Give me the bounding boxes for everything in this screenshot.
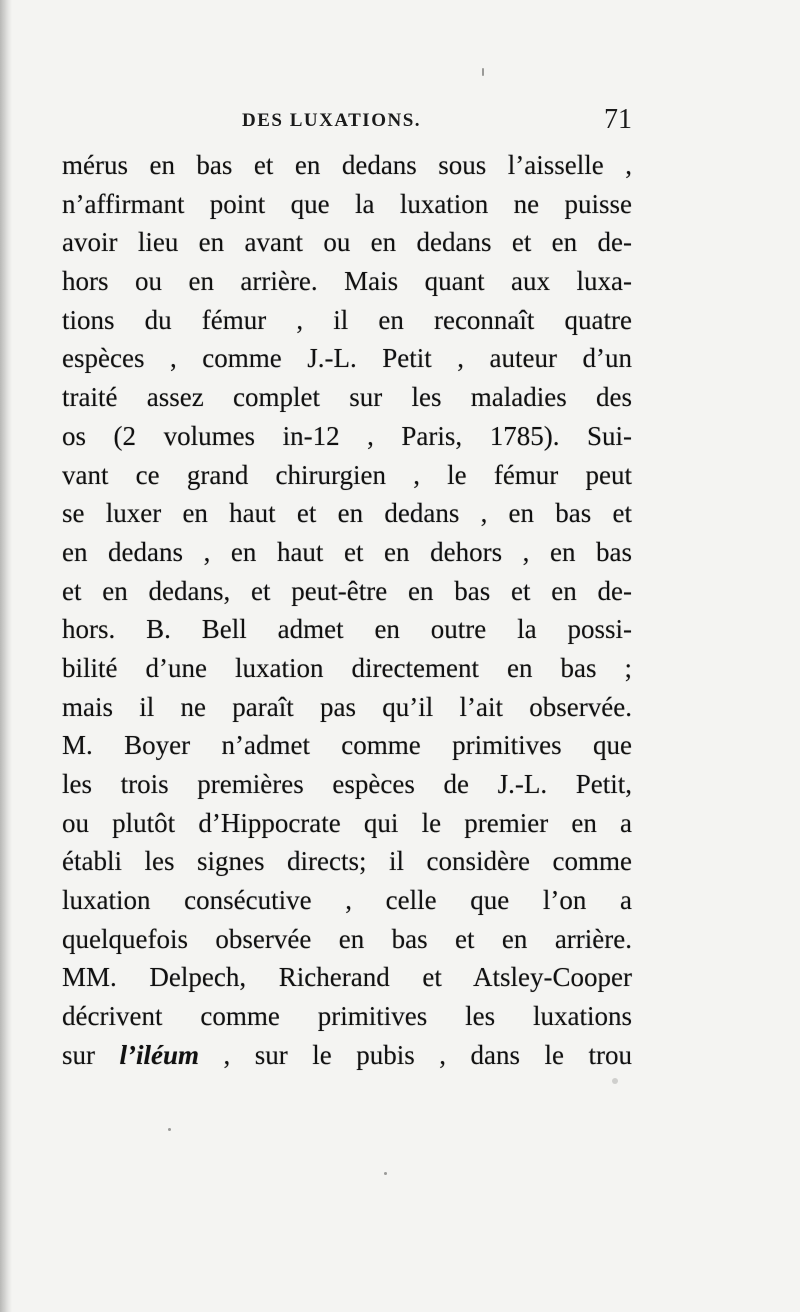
text-line: espèces , comme J.-L. Petit , auteur d’un [62,343,632,374]
text-line: décrivent comme primitives les luxations [62,1001,632,1032]
text-line: hors. B. Bell admet en outre la possi- [62,614,632,645]
running-head [62,104,632,138]
text-line: os (2 volumes in-12 , Paris, 1785). Sui- [62,420,632,451]
text-line-last [62,1036,632,1075]
text-line: quelquefois observée en bas et en arrière. [62,923,632,954]
page-gutter-shadow [0,0,12,1312]
paper-speck [482,68,484,76]
paper-speck [384,1172,387,1175]
italic-term: l’iléum [119,1039,200,1070]
text-line: n’affirmant point que la luxation ne puisse [62,188,632,219]
text-line: MM. Delpech, Richerand et Atsley-Cooper [62,962,632,993]
text-line: se luxer en haut et en dedans , en bas et [62,498,632,529]
text-line: ou plutôt d’Hippocrate qui le premier en a [62,807,632,838]
text-fragment: , sur le pubis , dans le trou [199,1039,633,1070]
paper-speck [168,1128,171,1131]
text-line: hors ou en arrière. Mais quant aux luxa- [62,266,632,297]
text-line: établi les signes directs; il considère comme [62,846,632,877]
text-line: tions du fémur , il en reconnaît quatre [62,304,632,335]
text-line: en dedans , en haut et en dehors , en bas [62,536,632,567]
text-line: M. Boyer n’admet comme primitives que [62,730,632,761]
body-text [62,146,632,1075]
text-line: avoir lieu en avant ou en dedans et en de- [62,227,632,258]
running-title: DES LUXATIONS. [242,110,422,131]
text-line: mais il ne paraît pas qu’il l’ait observée. [62,691,632,722]
text-line: vant ce grand chirurgien , le fémur peut [62,459,632,490]
page-number: 71 [604,104,632,135]
paper-speck [612,1078,618,1084]
text-line: bilité d’une luxation directement en bas ; [62,652,632,683]
text-line: les trois premières espèces de J.-L. Petit, [62,769,632,799]
text-line: traité assez complet sur les maladies des [62,382,632,413]
text-line: et en dedans, et peut-être en bas et en de- [62,575,632,606]
text-fragment: sur [62,1039,120,1070]
text-line: luxation consécutive , celle que l’on a [62,885,632,916]
text-line: mérus en bas et en dedans sous l’aisselle , [62,150,632,180]
